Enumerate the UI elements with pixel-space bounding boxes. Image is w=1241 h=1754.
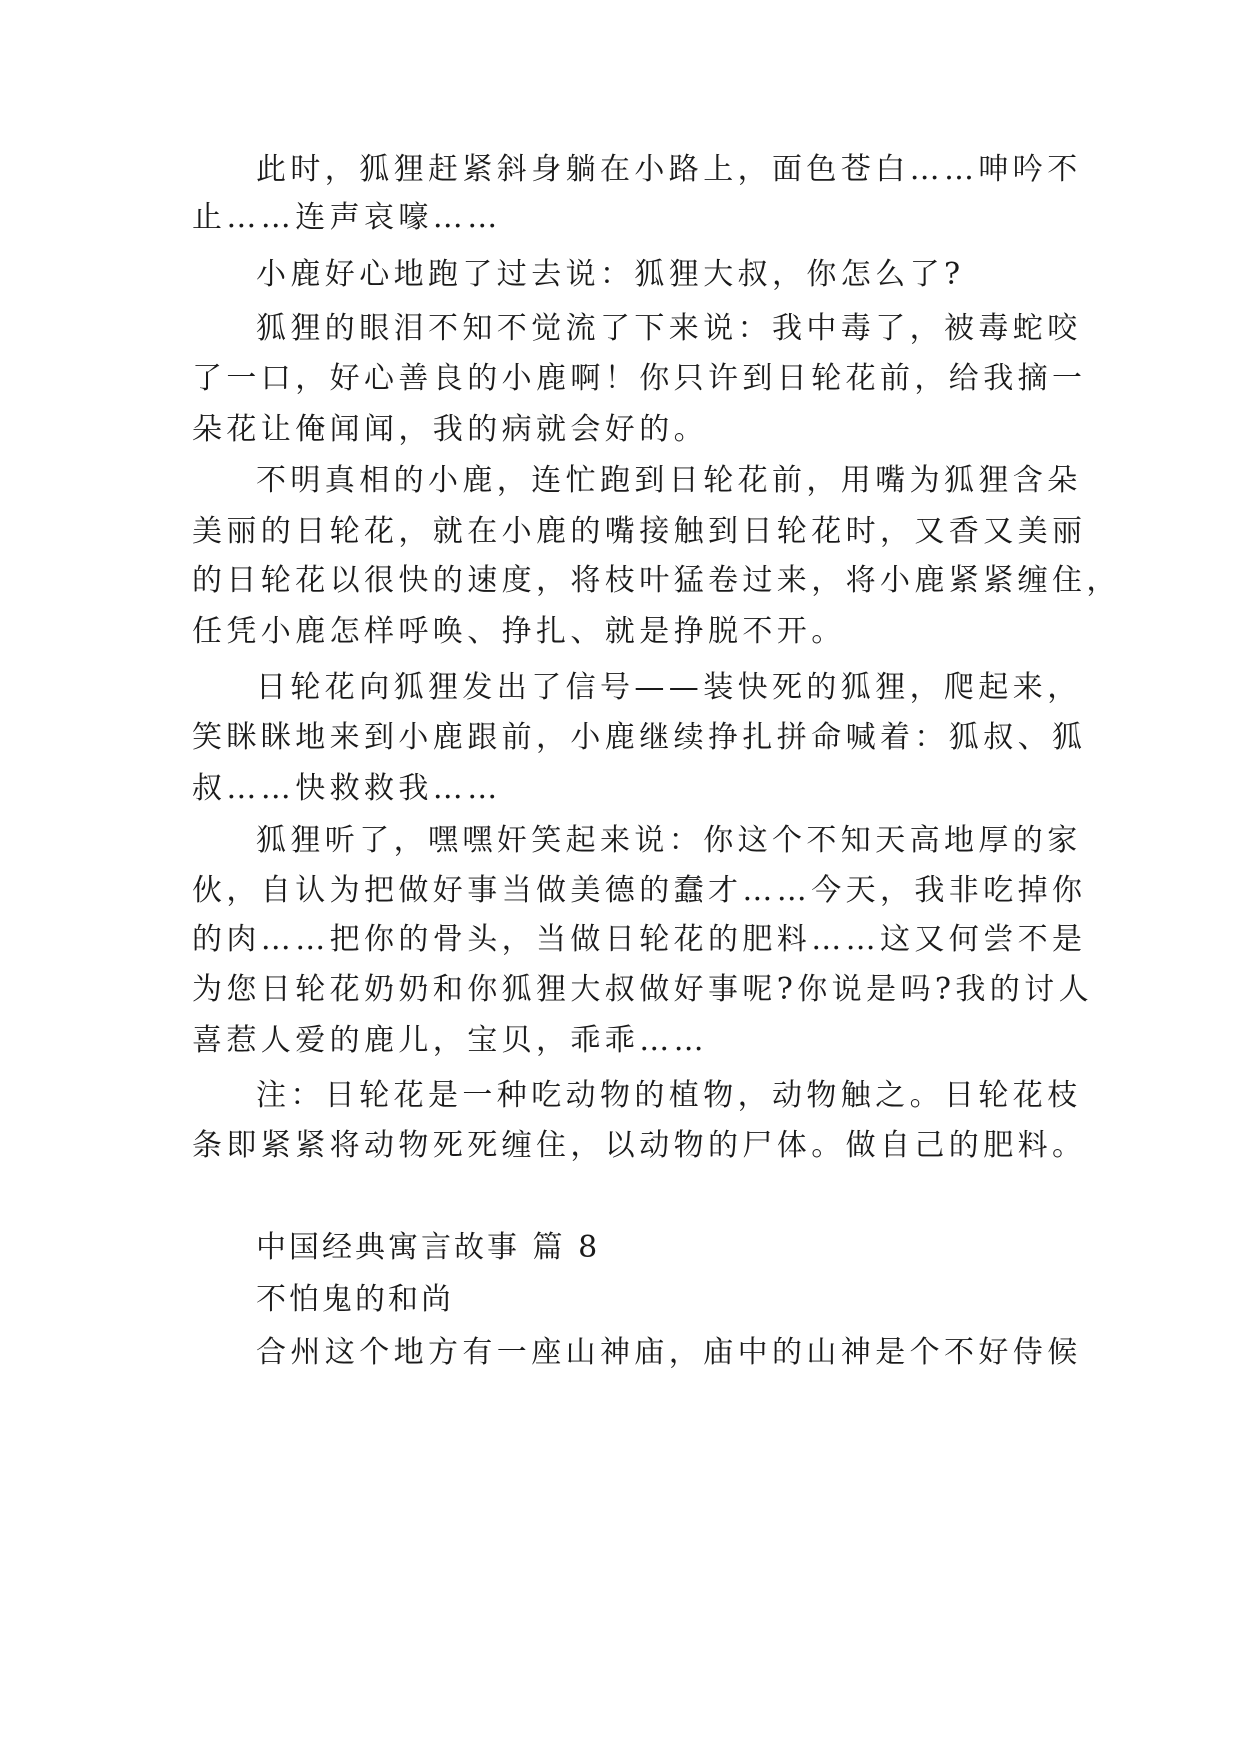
- story-title: 不怕鬼的和尚: [256, 1282, 454, 1317]
- section-heading: 中国经典寓言故事 篇 8: [256, 1230, 601, 1265]
- paragraph-line: 朵花让俺闻闻，我的病就会好的。: [192, 412, 708, 447]
- paragraph-line: 任凭小鹿怎样呼唤、挣扎、就是挣脱不开。: [192, 614, 846, 649]
- paragraph-line: 了一口，好心善良的小鹿啊！你只许到日轮花前，给我摘一: [192, 361, 1087, 396]
- paragraph-line: 止……连声哀嚎……: [192, 200, 502, 235]
- paragraph-line: 不明真相的小鹿，连忙跑到日轮花前，用嘴为狐狸含朵: [256, 463, 1082, 498]
- paragraph-line: 合州这个地方有一座山神庙，庙中的山神是个不好侍候: [256, 1335, 1082, 1370]
- paragraph-line: 的肉……把你的骨头，当做日轮花的肥料……这又何尝不是: [192, 922, 1087, 957]
- paragraph-line: 伙，自认为把做好事当做美德的蠢才……今天，我非吃掉你: [192, 873, 1087, 908]
- paragraph-line: 此时，狐狸赶紧斜身躺在小路上，面色苍白……呻吟不: [256, 152, 1082, 187]
- paragraph-line: 狐狸听了，嘿嘿奸笑起来说：你这个不知天高地厚的家: [256, 823, 1082, 858]
- paragraph-line: 喜惹人爱的鹿儿，宝贝，乖乖……: [192, 1023, 708, 1058]
- paragraph-line: 条即紧紧将动物死死缠住，以动物的尸体。做自己的肥料。: [192, 1128, 1087, 1163]
- paragraph-line: 笑眯眯地来到小鹿跟前，小鹿继续挣扎拼命喊着：狐叔、狐: [192, 720, 1087, 755]
- paragraph-line: 美丽的日轮花，就在小鹿的嘴接触到日轮花时，又香又美丽: [192, 514, 1087, 549]
- paragraph-line: 狐狸的眼泪不知不觉流了下来说：我中毒了，被毒蛇咬: [256, 311, 1082, 346]
- paragraph-line: 注：日轮花是一种吃动物的植物，动物触之。日轮花枝: [256, 1078, 1082, 1113]
- paragraph-line: 为您日轮花奶奶和你狐狸大叔做好事呢?你说是吗?我的讨人: [192, 972, 1093, 1007]
- paragraph-line: 的日轮花以很快的速度，将枝叶猛卷过来，将小鹿紧紧缠住，: [192, 563, 1121, 598]
- paragraph-line: 叔……快救救我……: [192, 771, 502, 806]
- paragraph-line: 小鹿好心地跑了过去说：狐狸大叔，你怎么了?: [256, 257, 965, 292]
- paragraph-line: 日轮花向狐狸发出了信号——装快死的狐狸，爬起来，: [256, 670, 1082, 705]
